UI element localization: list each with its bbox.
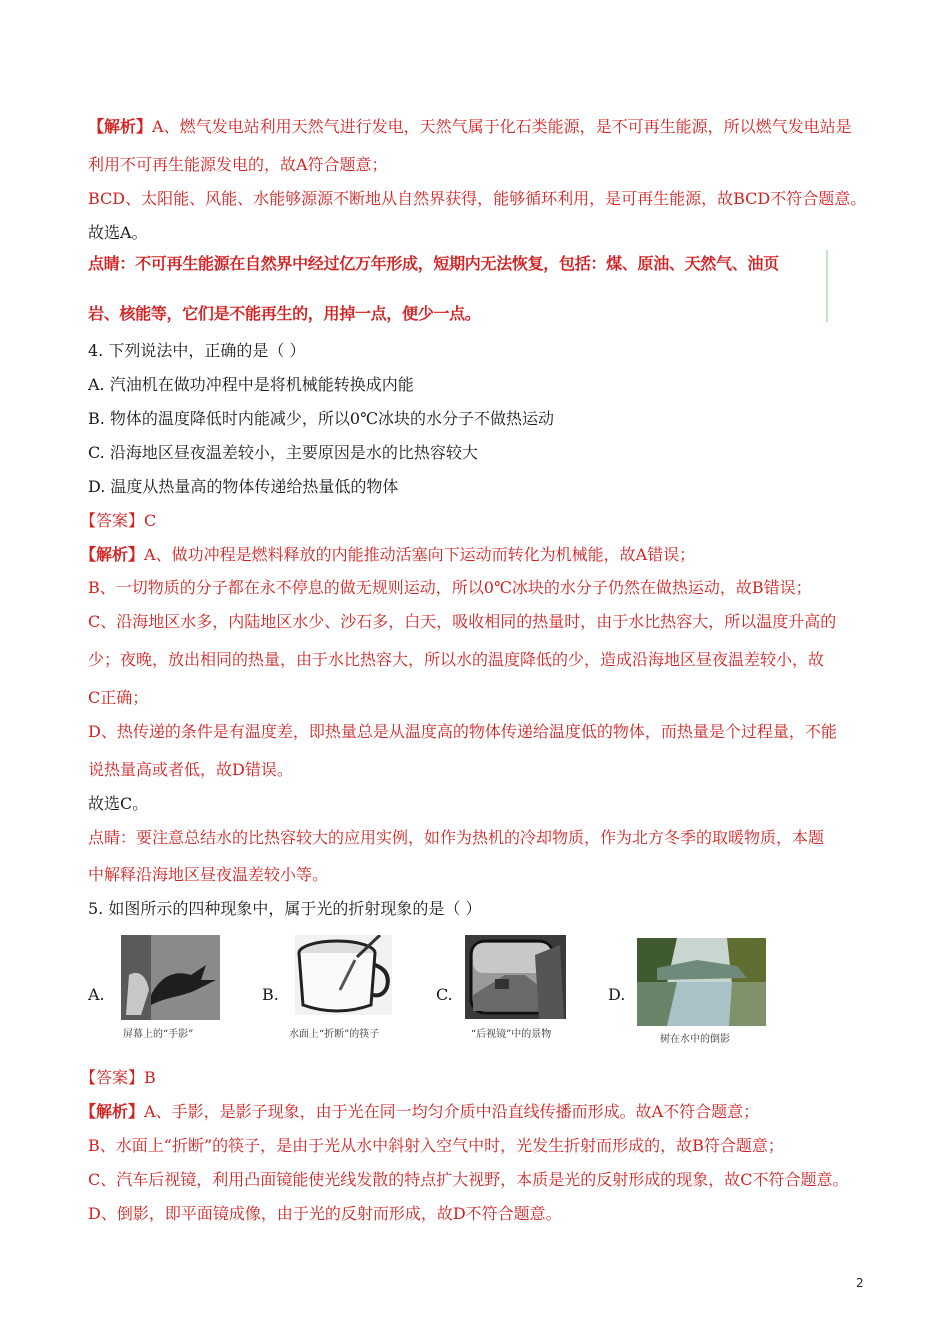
option-d-caption: 树在水中的倒影 (660, 1034, 730, 1045)
question-4-option-d: D. 温度从热量高的物体传递给热量低的物体 (88, 477, 399, 496)
question-4-option-c: C. 沿海地区昼夜温差较小，主要原因是水的比热容较大 (88, 443, 478, 462)
analysis-line: D、倒影，即平面镜成像，由于光的反射而形成，故D不符合题意。 (88, 1204, 562, 1223)
analysis-line: D、热传递的条件是有温度差，即热量总是从温度高的物体传递给温度低的物体，而热量是个过程量，不能 (88, 722, 837, 741)
analysis-label: 【解析】 (80, 545, 145, 564)
question-5-stem: 5. 如图所示的四种现象中，属于光的折射现象的是（ ） (88, 899, 482, 918)
analysis-line: C、沿海地区水多，内陆地区水少、沙石多，白天，吸收相同的热量时，由于水比热容大，所以温度升高的 (88, 612, 837, 631)
cup-chopstick-image (295, 935, 392, 1015)
analysis-line: 说热量高或者低，故D错误。 (88, 760, 293, 779)
option-a-label: A. (88, 985, 105, 1004)
tip-line: 点睛：要注意总结水的比热容较大的应用实例，如作为热机的冷却物质，作为北方冬季的取暖物质，本题 (88, 828, 825, 847)
tree-reflection-image (637, 938, 766, 1026)
option-c-caption: “后视镜”中的景物 (471, 1029, 552, 1040)
note-line: 岩、核能等，它们是不能再生的，用掉一点，便少一点。 (88, 304, 481, 323)
analysis-line: B、一切物质的分子都在永不停息的做无规则运动，所以0℃冰块的水分子仍然在做热运动，故B错误； (88, 578, 812, 597)
conclusion-line: 故选A。 (88, 223, 148, 242)
question-4-option-b: B. 物体的温度降低时内能减少，所以0℃冰块的水分子不做热运动 (88, 409, 555, 428)
tip-line: 中解释沿海地区昼夜温差较小等。 (88, 865, 329, 884)
analysis-line: 【解析】A、做功冲程是燃料释放的内能推动活塞向下运动而转化为机械能，故A错误； (80, 545, 696, 564)
option-a-caption: 屏幕上的“手影” (123, 1029, 194, 1040)
question-5-answer: 【答案】B (80, 1068, 156, 1087)
hand-shadow-image (121, 935, 220, 1020)
analysis-line: 【解析】A、手影，是影子现象，由于光在同一均匀介质中沿直线传播而形成。故A不符合题意； (80, 1102, 760, 1121)
option-b-label: B. (262, 985, 279, 1004)
option-d-label: D. (608, 985, 626, 1004)
analysis-line: 少；夜晚，放出相同的热量，由于水比热容大，所以水的温度降低的少，造成沿海地区昼夜温差较小，故 (88, 650, 825, 669)
option-b-image (295, 935, 392, 1015)
option-c-label: C. (436, 985, 453, 1004)
analysis-line: 【解析】A、燃气发电站利用天然气进行发电，天然气属于化石类能源，是不可再生能源，所以燃气发电站是 (88, 117, 852, 136)
analysis-line: 利用不可再生能源发电的，故A符合题意； (88, 155, 388, 174)
analysis-label: 【解析】 (88, 117, 153, 136)
option-d-image (637, 938, 766, 1026)
question-4-option-a: A. 汽油机在做功冲程中是将机械能转换成内能 (88, 375, 414, 394)
conclusion-line: 故选C。 (88, 794, 149, 813)
analysis-line: C、汽车后视镜，利用凸面镜能使光线发散的特点扩大视野，本质是光的反射形成的现象，故C不符合题意。 (88, 1170, 849, 1189)
rear-mirror-image (465, 935, 566, 1019)
option-c-image (465, 935, 566, 1019)
analysis-label: 【解析】 (80, 1102, 145, 1121)
option-b-caption: 水面上“折断”的筷子 (289, 1029, 380, 1040)
page-number: 2 (856, 1276, 864, 1290)
question-4-stem: 4. 下列说法中，正确的是（ ） (88, 341, 306, 360)
note-line: 点睛：不可再生能源在自然界中经过亿万年形成，短期内无法恢复，包括：煤、原油、天然气、油页 (88, 254, 779, 273)
question-4-answer: 【答案】C (80, 511, 157, 530)
analysis-line: BCD、太阳能、风能、水能够源源不断地从自然界获得，能够循环利用，是可再生能源，故BCD不符合题意。 (88, 189, 867, 208)
option-a-image (121, 935, 220, 1020)
analysis-line: C正确； (88, 688, 149, 707)
analysis-line: B、水面上“折断”的筷子，是由于光从水中斜射入空气中时，光发生折射而形成的，故B符合题意； (88, 1136, 784, 1155)
